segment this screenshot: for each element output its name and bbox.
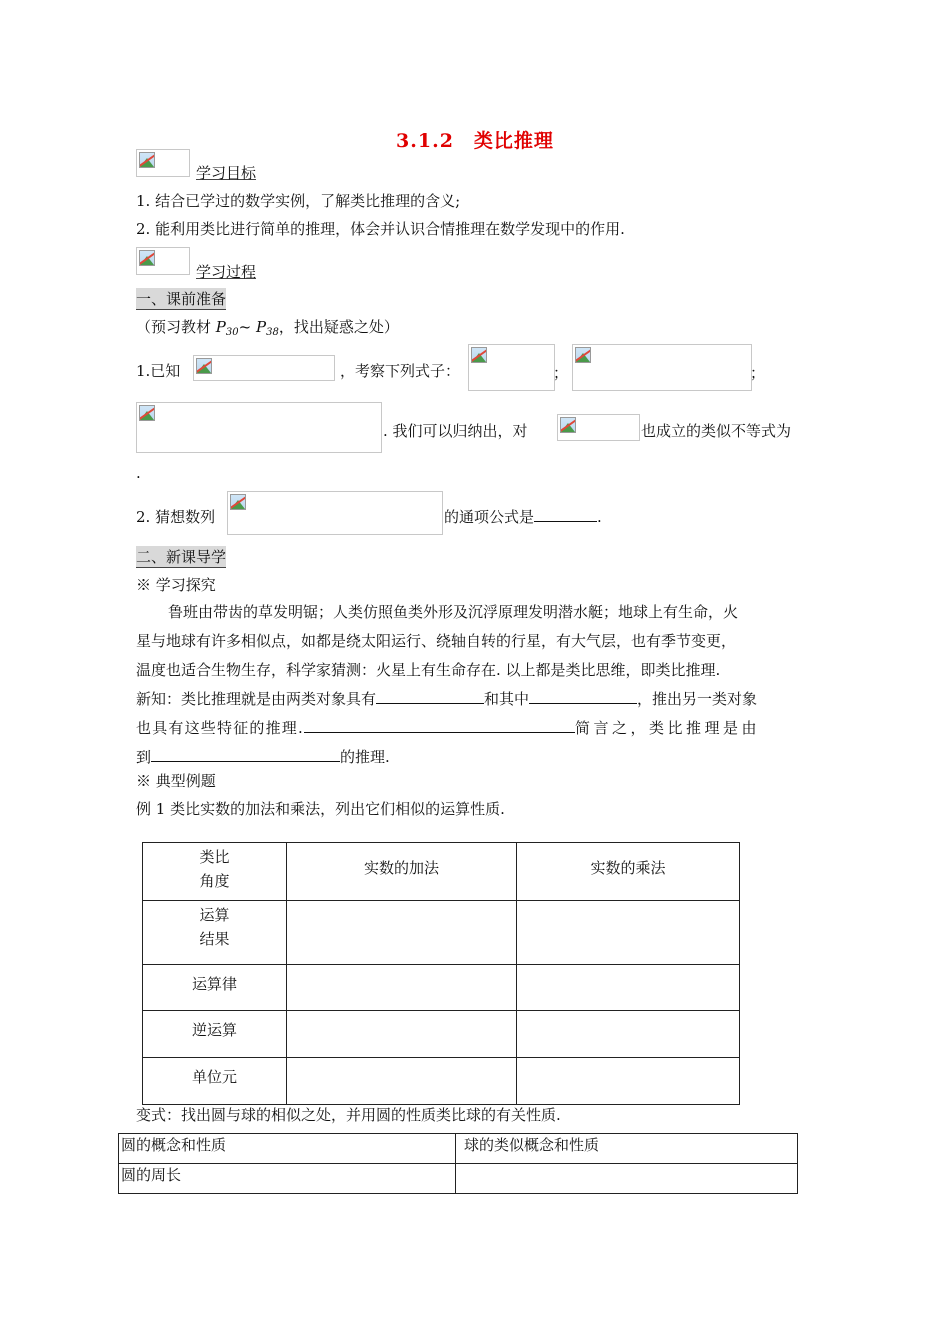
objective-item: 2. 能利用类比进行简单的推理，体会并认识合情推理在数学发现中的作用. xyxy=(136,220,625,238)
q1-semicolon: ； xyxy=(553,364,569,382)
q1-semicolon: ； xyxy=(750,364,766,382)
formula-image xyxy=(227,491,443,535)
table-cell: 圆的周长 xyxy=(119,1164,456,1194)
new-knowledge-line: 也具有这些特征的推理. 简言之，类比推理是由 xyxy=(136,719,760,737)
examples-heading: ※ 典型例题 xyxy=(136,772,216,790)
paragraph-line: 温度也适合生物生存，科学家猜测：火星上有生命存在. 以上都是类比思维，即类比推理. xyxy=(136,661,721,679)
formula-image xyxy=(468,344,555,391)
table-row-label: 单位元 xyxy=(143,1058,287,1105)
broken-image-icon xyxy=(560,417,576,433)
table-row-label: 运算律 xyxy=(143,965,287,1011)
preview-note: （预习教材 $P_{30}\sim$ $P_{38}$，找出疑惑之处） xyxy=(136,318,399,338)
table-header-cell: 类比 角度 xyxy=(143,843,287,901)
formula-image xyxy=(136,402,382,453)
q1-prefix: 1.已知 xyxy=(136,362,181,380)
section-icon-process xyxy=(136,247,190,275)
broken-image-icon xyxy=(139,152,155,168)
table-row-label: 逆运算 xyxy=(143,1011,287,1058)
objective-item: 1. 结合已学过的数学实例，了解类比推理的含义; xyxy=(136,192,461,210)
formula-image xyxy=(572,344,752,391)
table-cell xyxy=(287,1058,517,1105)
broken-image-icon xyxy=(196,358,212,374)
q1-line2-b: 也成立的类似不等式为 xyxy=(641,422,792,440)
table-header-cell: 球的类似概念和性质 xyxy=(456,1134,798,1164)
table-cell xyxy=(517,1011,740,1058)
page-title: 3.1.2 类比推理 xyxy=(396,130,554,152)
broken-image-icon xyxy=(471,347,487,363)
q2-suffix: 的通项公式是 . xyxy=(444,508,602,526)
explore-heading: ※ 学习探究 xyxy=(136,576,216,594)
section-icon-objectives xyxy=(136,149,190,177)
q1-end: . xyxy=(136,464,141,482)
table-header-cell: 实数的乘法 xyxy=(517,843,740,901)
table-cell xyxy=(287,965,517,1011)
new-knowledge-line: 到 的推理. xyxy=(136,748,390,766)
example-1: 例 1 类比实数的加法和乘法，列出它们相似的运算性质. xyxy=(136,800,505,818)
table-cell xyxy=(456,1164,798,1194)
part1-heading: 一、课前准备 xyxy=(136,290,227,308)
broken-image-icon xyxy=(230,494,246,510)
broken-image-icon xyxy=(139,250,155,266)
table-header-cell: 实数的加法 xyxy=(287,843,517,901)
analogy-table xyxy=(142,842,740,1105)
paragraph-line: 星与地球有许多相似点，如都是绕太阳运行、绕轴自转的行星，有大气层，也有季节变更， xyxy=(136,632,737,650)
table-cell xyxy=(287,901,517,965)
section-heading-objectives: 学习目标 xyxy=(196,164,257,182)
table-cell xyxy=(517,901,740,965)
circle-sphere-table xyxy=(118,1133,798,1194)
q1-line2-a: . 我们可以归纳出，对 xyxy=(383,422,528,440)
broken-image-icon xyxy=(575,347,591,363)
section-heading-process: 学习过程 xyxy=(196,263,257,281)
broken-image-icon xyxy=(139,405,155,421)
table-header-cell: 圆的概念和性质 xyxy=(119,1134,456,1164)
paragraph-line: 鲁班由带齿的草发明锯；人类仿照鱼类外形及沉浮原理发明潜水艇；地球上有生命，火 xyxy=(168,603,739,621)
q2-prefix: 2. 猜想数列 xyxy=(136,508,216,526)
table-cell xyxy=(517,965,740,1011)
part2-heading: 二、新课导学 xyxy=(136,548,227,566)
formula-image xyxy=(557,414,640,441)
table-row-label: 运算 结果 xyxy=(143,901,287,965)
variant-text: 变式：找出圆与球的相似之处，并用圆的性质类比球的有关性质. xyxy=(136,1106,561,1124)
table-cell xyxy=(517,1058,740,1105)
new-knowledge-line: 新知：类比推理就是由两类对象具有 和其中 ，推出另一类对象 xyxy=(136,690,758,708)
q1-middle: ，考察下列式子： xyxy=(340,362,461,380)
formula-image xyxy=(193,355,335,381)
table-cell xyxy=(287,1011,517,1058)
